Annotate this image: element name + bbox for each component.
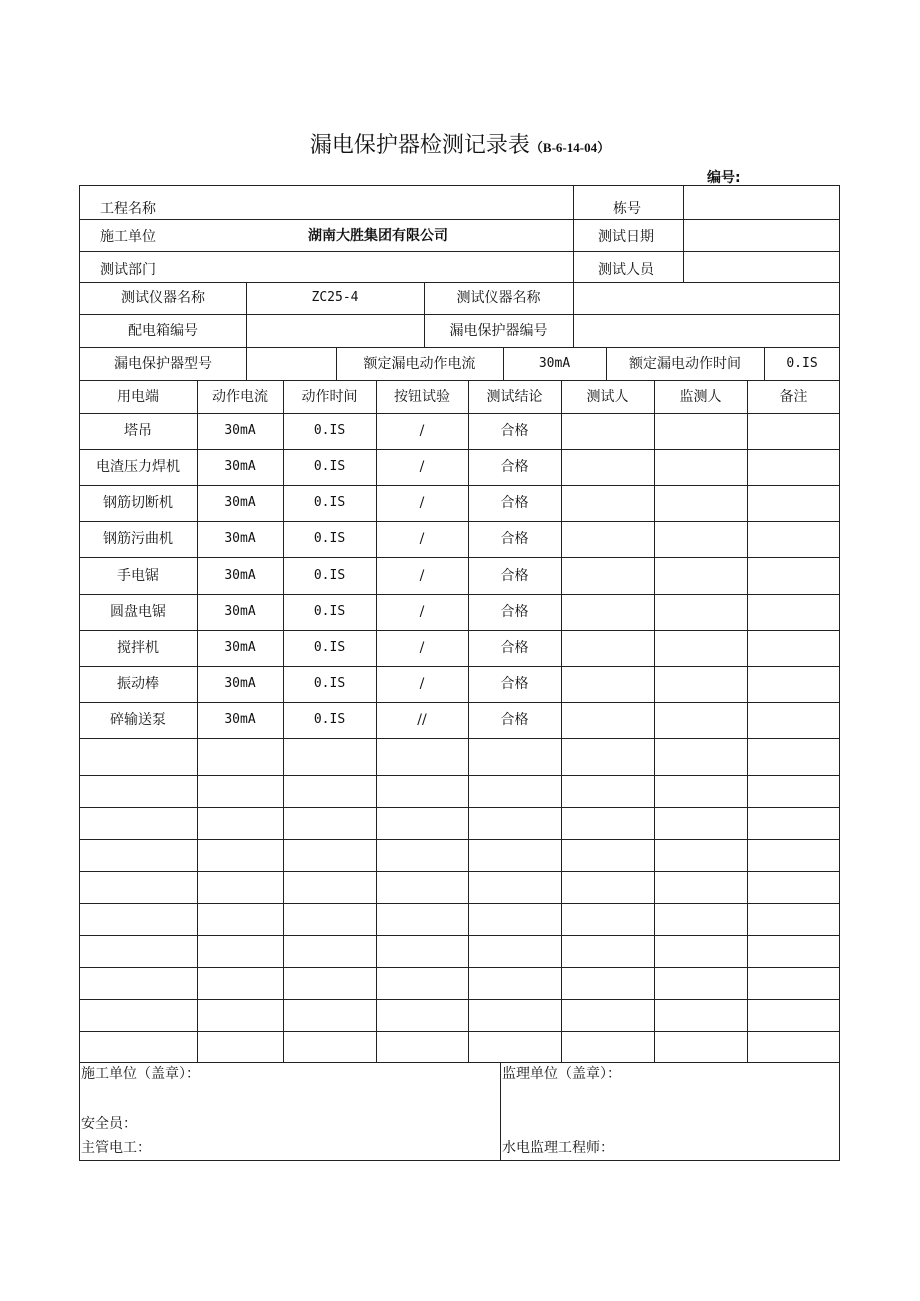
table-cell: / [419, 604, 425, 620]
column-header: 监测人 [679, 389, 722, 405]
table-cell: 30mA [224, 676, 256, 691]
protector-no-label: 漏电保护器编号 [449, 323, 548, 339]
grid-line [747, 380, 748, 1062]
table-cell: 合格 [500, 531, 529, 547]
box-no-label: 配电箱编号 [128, 323, 198, 339]
supervising-engineer-label: 水电监理工程师： [502, 1140, 614, 1156]
table-cell: 0.IS [313, 568, 346, 583]
grid-line [79, 282, 840, 283]
table-cell: / [419, 531, 425, 547]
table-cell: 30mA [224, 459, 256, 474]
table-cell: 圆盘电锯 [110, 604, 166, 620]
protector-model-label: 漏电保护器型号 [114, 356, 212, 372]
rated-time-label: 额定漏电动作时间 [629, 356, 741, 372]
table-cell: 振动棒 [117, 676, 159, 692]
grid-line [79, 413, 840, 414]
test-date-label: 测试日期 [598, 229, 654, 245]
table-cell: 30mA [224, 712, 256, 727]
grid-line [500, 1062, 501, 1161]
grid-line [79, 775, 840, 776]
table-cell: 合格 [500, 459, 529, 475]
chief-electrician-label: 主管电工： [81, 1140, 151, 1156]
table-cell: 搅拌机 [117, 640, 159, 656]
grid-line [79, 380, 840, 381]
table-cell: 碎输送泵 [110, 712, 166, 728]
grid-line [79, 871, 840, 872]
table-cell: 0.IS [313, 459, 346, 474]
safety-officer-label: 安全员： [81, 1116, 137, 1132]
grid-line [79, 557, 840, 558]
grid-line [573, 185, 574, 282]
table-cell: // [417, 712, 427, 728]
table-cell: 合格 [500, 495, 529, 511]
instrument-name-label-2: 测试仪器名称 [456, 290, 541, 306]
table-cell: 0.IS [313, 495, 346, 510]
table-cell: 0.IS [313, 676, 346, 691]
table-cell: 0.IS [313, 712, 346, 727]
contractor-value: 湖南大胜集团有限公司 [308, 228, 448, 244]
contractor-label: 施工单位 [100, 229, 156, 245]
grid-line [79, 1062, 840, 1063]
grid-line [79, 630, 840, 631]
instrument-name-value: ZC25-4 [311, 290, 359, 305]
table-cell: 合格 [500, 640, 529, 656]
grid-line [246, 347, 247, 380]
form-code: （B-6-14-04） [529, 140, 611, 155]
table-cell: 0.IS [313, 604, 346, 619]
grid-line [79, 807, 840, 808]
page-title [0, 128, 920, 159]
grid-line [79, 219, 840, 220]
grid-line [79, 314, 840, 315]
supervisor-seal-label: 监理单位（盖章）： [502, 1066, 621, 1082]
table-cell: 钢筋污曲机 [103, 531, 173, 547]
table-cell: 30mA [224, 604, 256, 619]
table-cell: 30mA [224, 640, 256, 655]
table-cell: 合格 [500, 423, 529, 439]
table-cell: 电渣压力焊机 [96, 459, 180, 475]
table-cell: 合格 [500, 676, 529, 692]
table-cell: 30mA [224, 568, 256, 583]
instrument-name-label: 测试仪器名称 [121, 290, 205, 306]
grid-line [79, 903, 840, 904]
grid-line [79, 485, 840, 486]
table-cell: 合格 [500, 712, 529, 728]
table-cell: 手电锯 [117, 568, 159, 584]
table-cell: 30mA [224, 495, 256, 510]
table-cell: / [419, 495, 425, 511]
column-header: 测试人 [586, 389, 629, 405]
rated-time-value: 0.IS [786, 356, 818, 371]
grid-line [79, 666, 840, 667]
rated-current-label: 额定漏电动作电流 [363, 356, 476, 372]
table-cell: / [419, 568, 425, 584]
grid-line [654, 380, 655, 1062]
grid-line [561, 380, 562, 1062]
table-cell: 0.IS [313, 423, 346, 438]
grid-line [79, 935, 840, 936]
grid-line [79, 347, 840, 348]
contractor-seal-label: 施工单位（盖章）： [81, 1066, 200, 1082]
table-cell: 合格 [500, 604, 529, 620]
column-header: 动作电流 [212, 389, 268, 405]
grid-line [79, 738, 840, 739]
column-header: 备注 [779, 389, 808, 405]
tester-label: 测试人员 [598, 262, 654, 278]
grid-line [79, 702, 840, 703]
project-name-label: 工程名称 [100, 201, 156, 217]
grid-line [79, 999, 840, 1000]
table-cell: / [419, 676, 425, 692]
table-cell: / [419, 423, 425, 439]
table-cell: 0.IS [313, 640, 346, 655]
grid-line [79, 251, 840, 252]
grid-line [79, 594, 840, 595]
column-header: 动作时间 [301, 389, 358, 405]
grid-line [79, 967, 840, 968]
grid-line [79, 1031, 840, 1032]
grid-line [683, 185, 684, 282]
test-dept-label: 测试部门 [100, 262, 156, 278]
table-cell: 30mA [224, 423, 256, 438]
doc-number-label: 编号: [707, 170, 741, 186]
grid-line [79, 449, 840, 450]
table-cell: 塔吊 [124, 423, 152, 439]
table-cell: 0.IS [313, 531, 346, 546]
table-cell: 合格 [500, 568, 529, 584]
rated-current-value: 30mA [538, 356, 571, 371]
column-header: 测试结论 [486, 389, 543, 405]
table-cell: / [419, 640, 425, 656]
column-header: 按钮试验 [394, 389, 450, 405]
table-cell: 钢筋切断机 [103, 495, 173, 511]
grid-line [573, 282, 574, 347]
form-title: 漏电保护器检测记录表 [309, 133, 530, 158]
table-cell: / [419, 459, 425, 475]
column-header: 用电端 [117, 389, 159, 405]
grid-line [79, 521, 840, 522]
table-cell: 30mA [224, 531, 256, 546]
grid-line [79, 839, 840, 840]
building-no-label: 栋号 [613, 201, 641, 217]
